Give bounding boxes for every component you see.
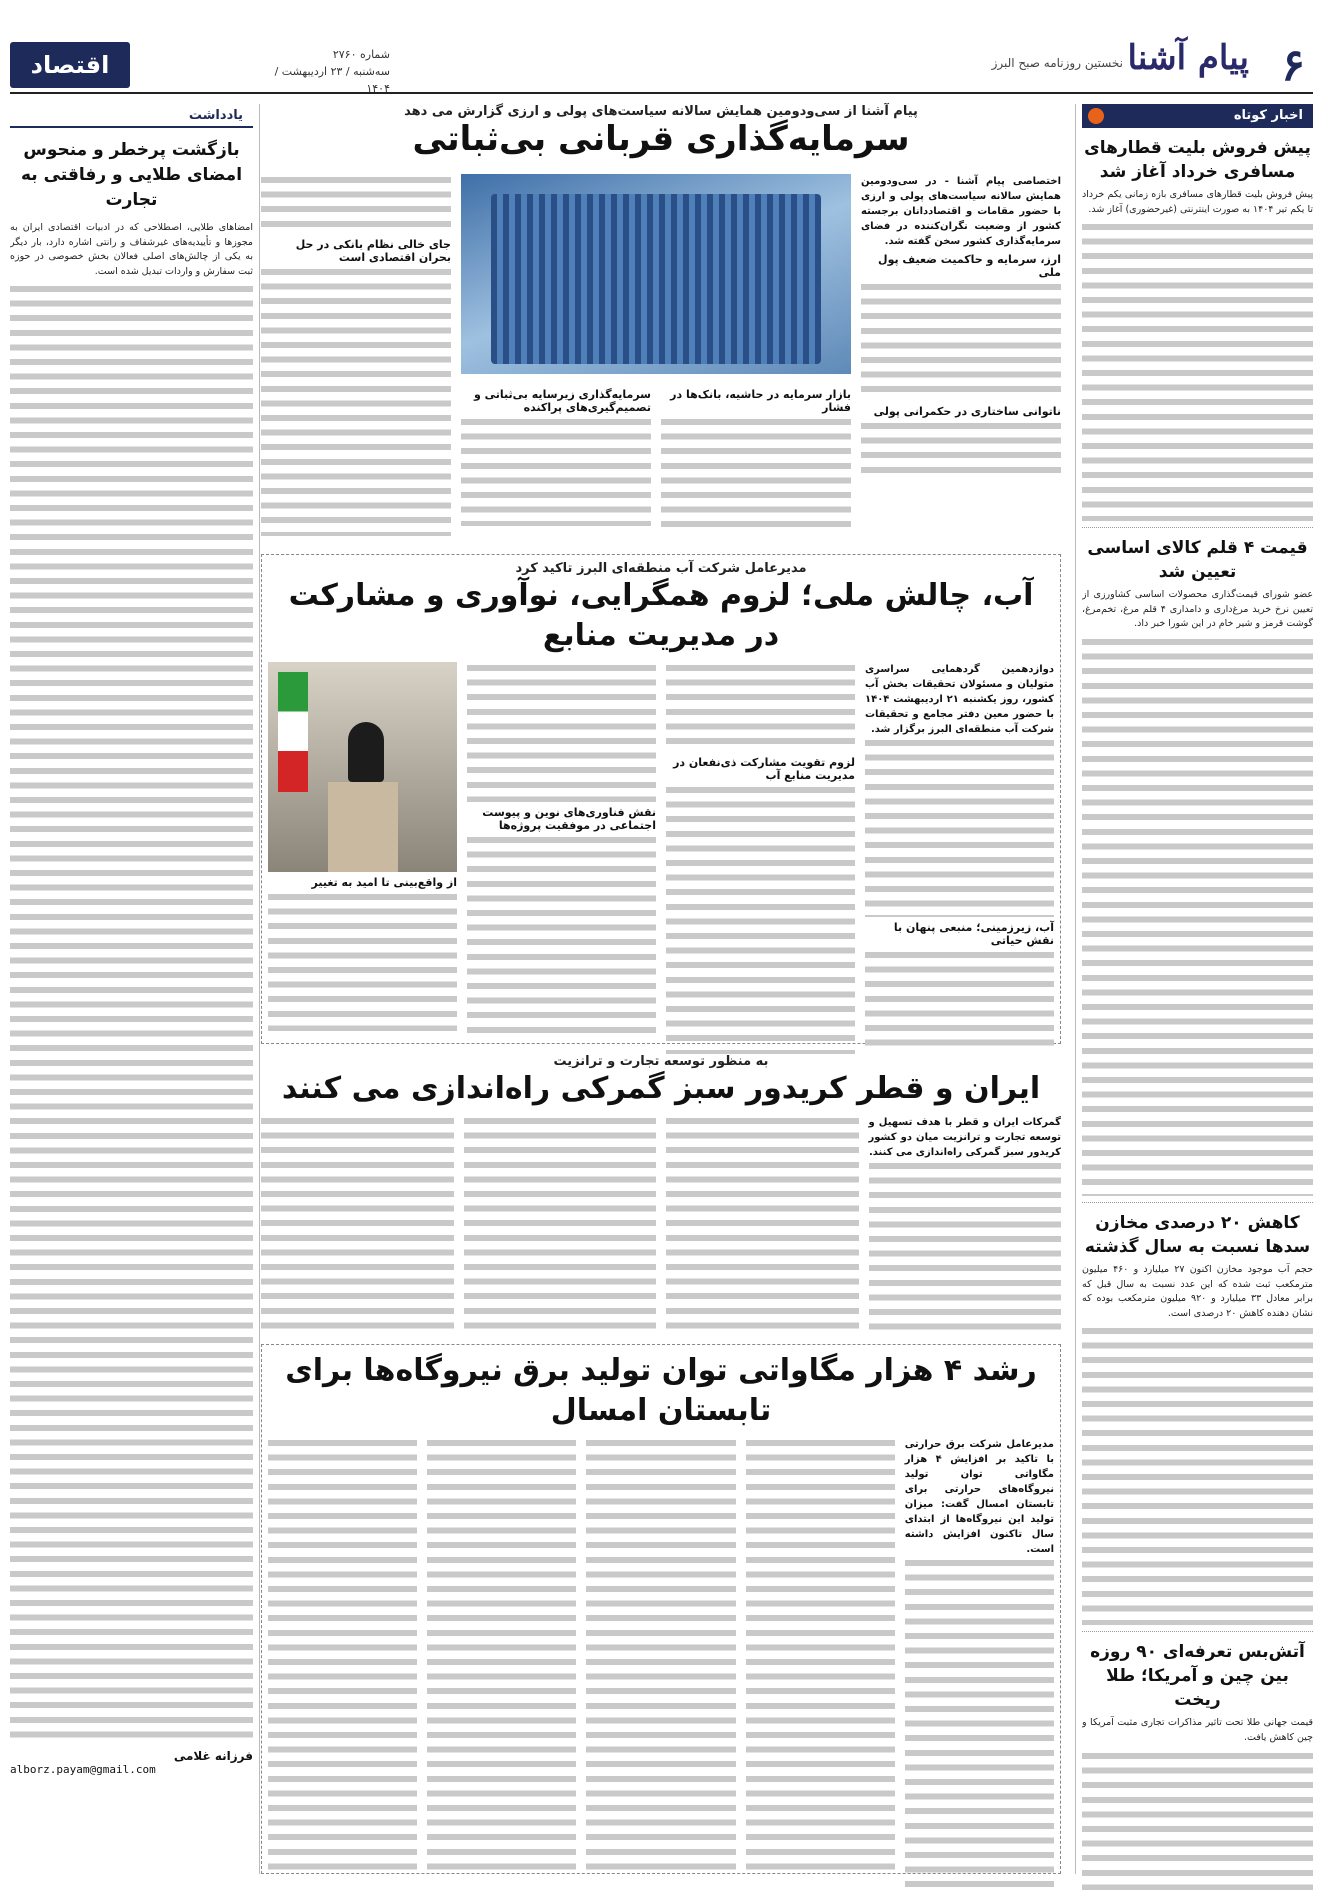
news-title: آتش‌بس تعرفه‌ای ۹۰ روزه بین چین و آمریکا؛ طلا ریخت bbox=[1090, 1642, 1305, 1711]
news-body bbox=[1082, 636, 1313, 1196]
story-lead: مدیرعامل شرکت برق حرارتی با تاکید بر افزایش ۴ هزار مگاواتی توان تولید نیروگاه‌های حرارتی برای تابستان امسال گفت: میزان تولید این نیروگاه‌ها از ابتدای سال تاکنون افزایش داشته است. bbox=[904, 1439, 1054, 1555]
story-subhead: از واقع‌بینی تا امید به تغییر bbox=[311, 876, 457, 889]
story-kicker: پیام آشنا از سی‌ودومین همایش سالانه سیاست‌های پولی و ارزی گزارش می دهد bbox=[404, 104, 918, 119]
story-subhead: نقش فناوری‌های نوین و پیوست اجتماعی در موفقیت پروژه‌ها bbox=[482, 806, 656, 832]
main-stories bbox=[261, 104, 1061, 1874]
story-lead: اختصاصی پیام آشنا - در سی‌ودومین همایش سالانه سیاست‌های پولی و ارزی با حضور مقامات و اقتصاددانان برجسته کشور از وضعیت نگران‌کننده در فضای سرمایه‌گذاری کشور سخن گفته شد. bbox=[861, 176, 1061, 247]
story-subhead: ناتوانی ساختاری در حکمرانی پولی bbox=[873, 405, 1061, 418]
story-water bbox=[261, 554, 1061, 1044]
story-headline: سرمایه‌گذاری قربانی بی‌ثباتی bbox=[412, 119, 910, 159]
story-subhead: جای خالی نظام بانکی در حل بحران اقتصادی است bbox=[295, 238, 451, 264]
news-body bbox=[1082, 1750, 1313, 1890]
news-item bbox=[1082, 1640, 1313, 1890]
opinion-column bbox=[10, 104, 260, 1874]
issue-date: سه‌شنبه / ۲۳ اردیبهشت / ۱۴۰۴ bbox=[274, 65, 390, 95]
news-title: قیمت ۴ قلم کالای اساسی تعیین شد bbox=[1087, 538, 1308, 583]
story-subhead: بازار سرمایه در حاشیه، بانک‌ها در فشار bbox=[670, 388, 851, 414]
story-subhead: آب، زیرزمینی؛ منبعی پنهان با نقش حیاتی bbox=[893, 921, 1054, 947]
story-lead: دوازدهمین گردهمایی سراسری متولیان و مسئولان تحقیقات بخش آب کشور، روز یکشنبه ۲۱ اردیبهشت ۱۴۰۴ با حضور معین دفتر مجامع و تحقیقات شرکت آب منطقه‌ای البرز برگزار شد. bbox=[865, 664, 1054, 735]
news-lead: قیمت جهانی طلا تحت تاثیر مذاکرات تجاری مثبت آمریکا و چین کاهش یافت. bbox=[1082, 1717, 1313, 1743]
news-body bbox=[1082, 221, 1313, 521]
story-subhead: ارز، سرمایه و حاکمیت ضعیف پول ملی bbox=[878, 253, 1061, 279]
page-number: ۶ bbox=[1281, 40, 1305, 91]
news-item bbox=[1082, 536, 1313, 1203]
story-lead: گمرکات ایران و قطر با هدف تسهیل و توسعه تجارت و ترانزیت میان دو کشور کریدور سبز گمرکی راه‌اندازی می کنند. bbox=[868, 1117, 1061, 1158]
news-lead: عضو شورای قیمت‌گذاری محصولات اساسی کشاورزی از تعیین نرخ خرید مرغ‌داری و دامداری ۴ قلم مرغ، تخم‌مرغ، گوشت قرمز و شیر خام در این شورا خبر داد. bbox=[1082, 589, 1313, 630]
story-subhead: سرمایه‌گذاری زیرسایه بی‌ثباتی و تصمیم‌گیری‌های پراکنده bbox=[474, 388, 651, 414]
news-lead: پیش فروش بلیت قطارهای مسافری بازه زمانی یکم خرداد تا یکم تیر ۱۴۰۴ به صورت اینترنتی (غیرحضوری) آغاز شد. bbox=[1082, 189, 1313, 215]
issue-info bbox=[270, 46, 390, 97]
newspaper-logo: پیام آشنا bbox=[1127, 38, 1249, 78]
story-kicker: به منظور توسعه تجارت و ترانزیت bbox=[553, 1054, 769, 1069]
story-customs bbox=[261, 1054, 1061, 1334]
opinion-body bbox=[10, 283, 253, 1743]
news-body bbox=[1082, 1325, 1313, 1625]
ceremony-photo bbox=[268, 662, 457, 872]
news-item bbox=[1082, 136, 1313, 528]
story-headline: ایران و قطر کریدور سبز گمرکی راه‌اندازی می کنند bbox=[281, 1071, 1041, 1106]
story-investment bbox=[261, 104, 1061, 544]
story-kicker: مدیرعامل شرکت آب منطقه‌ای البرز تاکید کرد bbox=[515, 561, 807, 576]
newspaper-tagline: نخستین روزنامه صبح البرز bbox=[991, 56, 1123, 70]
opinion-author: فرزانه غلامی bbox=[173, 1749, 253, 1764]
masthead bbox=[10, 38, 1313, 94]
short-news-column bbox=[1075, 104, 1313, 1874]
short-news-label: اخبار کوتاه bbox=[1082, 104, 1313, 128]
opinion-label: یادداشت bbox=[10, 104, 253, 128]
news-lead: حجم آب موجود مخازن اکنون ۲۷ میلیارد و ۴۶۰ میلیون مترمکعب ثبت شده که این عدد نسبت به سال قبل که برابر معادل ۳۳ میلیارد و ۹۲۰ میلیون مترمکعب بوده که نشان دهنده کاهش ۲۰ درصدی است. bbox=[1082, 1263, 1313, 1319]
news-title: کاهش ۲۰ درصدی مخازن سدها نسبت به سال گذشته bbox=[1084, 1212, 1311, 1257]
issue-number: شماره ۲۷۶۰ bbox=[332, 48, 390, 61]
central-bank-photo bbox=[461, 174, 851, 374]
story-headline: رشد ۴ هزار مگاواتی توان تولید برق نیروگاه‌ها برای تابستان امسال bbox=[285, 1353, 1037, 1428]
news-title: پیش فروش بلیت قطارهای مسافری خرداد آغاز شد bbox=[1084, 138, 1311, 182]
opinion-title: بازگشت پرخطر و منحوس امضای طلایی و رفاقتی به تجارت bbox=[20, 140, 243, 210]
story-subhead: لزوم تقویت مشارکت ذی‌نفعان در مدیریت منابع آب bbox=[673, 756, 855, 782]
opinion-email[interactable]: alborz.payam@gmail.com bbox=[10, 1763, 156, 1777]
news-item bbox=[1082, 1211, 1313, 1632]
section-title: اقتصاد bbox=[10, 42, 130, 88]
story-headline: آب، چالش ملی؛ لزوم همگرایی، نوآوری و مشارکت در مدیریت منابع bbox=[288, 578, 1034, 653]
story-electricity bbox=[261, 1344, 1061, 1874]
opinion-lead: امضاهای طلایی، اصطلاحی که در ادبیات اقتصادی ایران به مجوزها و تأییدیه‌های غیرشفاف و رانتی اشاره دارد، بار دیگر به یکی از چالش‌های اصلی فعالان بخش خصوصی در حوزه ثبت سفارش و واردات تبدیل شده است. bbox=[10, 222, 253, 277]
megaphone-icon bbox=[1088, 108, 1104, 124]
